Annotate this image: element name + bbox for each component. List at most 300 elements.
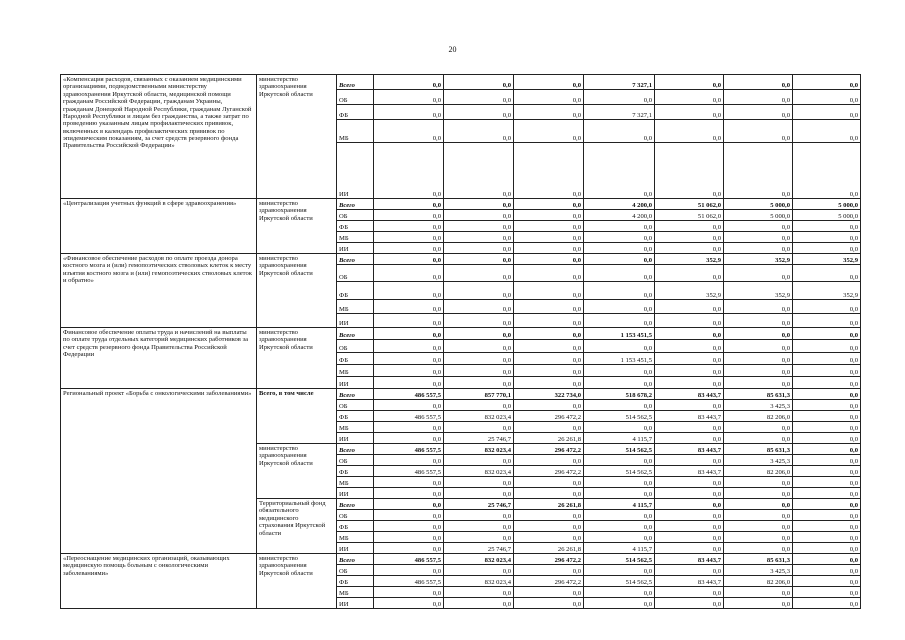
amount-cell: 0,0 [724, 265, 793, 282]
amount-cell: 0,0 [724, 365, 793, 377]
amount-cell: 0,0 [793, 243, 861, 254]
amount-cell: 0,0 [374, 543, 444, 554]
funding-source-cell: МБ [337, 120, 374, 143]
amount-cell: 83 443,7 [655, 389, 724, 400]
amount-cell: 0,0 [793, 499, 861, 510]
amount-cell: 832 023,4 [444, 554, 514, 565]
amount-cell: 25 746,7 [444, 543, 514, 554]
amount-cell: 0,0 [724, 300, 793, 314]
amount-cell: 5 000,0 [724, 210, 793, 221]
amount-cell: 0,0 [584, 232, 655, 243]
funding-source-cell: ИИ [337, 543, 374, 554]
amount-cell: 0,0 [444, 282, 514, 300]
amount-cell: 0,0 [655, 598, 724, 609]
amount-cell: 0,0 [374, 210, 444, 221]
amount-cell: 0,0 [514, 422, 584, 433]
amount-cell: 0,0 [584, 221, 655, 232]
amount-cell: 0,0 [584, 455, 655, 466]
amount-cell: 0,0 [584, 510, 655, 521]
amount-cell: 0,0 [655, 243, 724, 254]
amount-cell: 0,0 [444, 477, 514, 488]
amount-cell: 0,0 [584, 254, 655, 265]
amount-cell: 0,0 [724, 587, 793, 598]
amount-cell: 0,0 [584, 282, 655, 300]
amount-cell: 83 443,7 [655, 466, 724, 477]
executor-cell: министерство здравоохранения Иркутской области [257, 199, 337, 254]
funding-source-cell: Всего [337, 554, 374, 565]
amount-cell: 0,0 [514, 243, 584, 254]
amount-cell: 0,0 [514, 510, 584, 521]
amount-cell: 0,0 [724, 340, 793, 353]
amount-cell: 0,0 [514, 488, 584, 499]
funding-source-cell: ФБ [337, 576, 374, 587]
funding-source-cell: Всего [337, 328, 374, 340]
amount-cell: 0,0 [444, 400, 514, 411]
amount-cell: 0,0 [724, 510, 793, 521]
amount-cell: 0,0 [374, 433, 444, 444]
amount-cell: 0,0 [374, 477, 444, 488]
amount-cell: 0,0 [584, 488, 655, 499]
amount-cell: 0,0 [444, 488, 514, 499]
amount-cell: 0,0 [374, 300, 444, 314]
funding-source-cell: ИИ [337, 377, 374, 389]
amount-cell: 0,0 [724, 328, 793, 340]
amount-cell: 0,0 [444, 199, 514, 210]
measure-description: Региональный проект «Борьба с онкологическими заболеваниями» [61, 389, 257, 554]
amount-cell: 296 472,2 [514, 466, 584, 477]
executor-cell: министерство здравоохранения Иркутской области [257, 444, 337, 499]
amount-cell: 0,0 [793, 477, 861, 488]
amount-cell: 0,0 [655, 477, 724, 488]
amount-cell: 82 206,0 [724, 411, 793, 422]
amount-cell: 0,0 [514, 265, 584, 282]
table-row [61, 389, 861, 400]
amount-cell: 26 261,8 [514, 543, 584, 554]
executor-cell: министерство здравоохранения Иркутской области [257, 554, 337, 609]
amount-cell: 0,0 [374, 400, 444, 411]
amount-cell: 0,0 [655, 488, 724, 499]
funding-source-cell: Всего [337, 75, 374, 90]
amount-cell: 0,0 [793, 521, 861, 532]
amount-cell: 0,0 [514, 210, 584, 221]
amount-cell: 0,0 [374, 75, 444, 90]
amount-cell: 352,9 [655, 282, 724, 300]
amount-cell: 0,0 [793, 143, 861, 199]
amount-cell: 0,0 [793, 265, 861, 282]
amount-cell: 83 443,7 [655, 576, 724, 587]
amount-cell: 0,0 [514, 532, 584, 543]
amount-cell: 514 562,5 [584, 576, 655, 587]
amount-cell: 0,0 [655, 75, 724, 90]
amount-cell: 0,0 [514, 353, 584, 365]
amount-cell: 0,0 [584, 400, 655, 411]
amount-cell: 0,0 [374, 488, 444, 499]
amount-cell: 0,0 [444, 75, 514, 90]
amount-cell: 0,0 [655, 422, 724, 433]
amount-cell: 0,0 [793, 232, 861, 243]
amount-cell: 0,0 [374, 265, 444, 282]
amount-cell: 5 000,0 [793, 199, 861, 210]
amount-cell: 0,0 [444, 377, 514, 389]
amount-cell: 25 746,7 [444, 499, 514, 510]
amount-cell: 0,0 [655, 400, 724, 411]
funding-source-cell: Всего [337, 389, 374, 400]
amount-cell: 0,0 [724, 90, 793, 105]
amount-cell: 0,0 [514, 105, 584, 120]
amount-cell: 4 115,7 [584, 433, 655, 444]
amount-cell: 85 631,3 [724, 554, 793, 565]
amount-cell: 0,0 [374, 340, 444, 353]
funding-source-cell: МБ [337, 587, 374, 598]
amount-cell: 832 023,4 [444, 411, 514, 422]
amount-cell: 26 261,8 [514, 499, 584, 510]
funding-source-cell: Всего [337, 444, 374, 455]
amount-cell: 0,0 [584, 265, 655, 282]
amount-cell: 518 678,2 [584, 389, 655, 400]
amount-cell: 0,0 [724, 433, 793, 444]
amount-cell: 0,0 [514, 598, 584, 609]
amount-cell: 0,0 [584, 532, 655, 543]
amount-cell: 486 557,5 [374, 389, 444, 400]
amount-cell: 0,0 [584, 477, 655, 488]
amount-cell: 0,0 [374, 532, 444, 543]
amount-cell: 857 770,1 [444, 389, 514, 400]
amount-cell: 0,0 [724, 422, 793, 433]
amount-cell: 0,0 [724, 353, 793, 365]
amount-cell: 0,0 [374, 587, 444, 598]
amount-cell: 0,0 [724, 521, 793, 532]
amount-cell: 82 206,0 [724, 466, 793, 477]
amount-cell: 0,0 [724, 377, 793, 389]
amount-cell: 5 000,0 [793, 210, 861, 221]
amount-cell: 0,0 [724, 488, 793, 499]
amount-cell: 7 327,1 [584, 75, 655, 90]
amount-cell: 0,0 [444, 90, 514, 105]
amount-cell: 352,9 [793, 254, 861, 265]
funding-source-cell: ИИ [337, 433, 374, 444]
amount-cell: 0,0 [514, 521, 584, 532]
table-row [61, 199, 861, 210]
amount-cell: 0,0 [793, 488, 861, 499]
amount-cell: 0,0 [444, 221, 514, 232]
funding-source-cell: ФБ [337, 105, 374, 120]
amount-cell: 0,0 [374, 377, 444, 389]
budget-table-body [61, 75, 861, 609]
amount-cell: 0,0 [793, 105, 861, 120]
amount-cell: 83 443,7 [655, 554, 724, 565]
amount-cell: 0,0 [584, 120, 655, 143]
funding-source-cell: ОБ [337, 90, 374, 105]
amount-cell: 0,0 [655, 314, 724, 328]
amount-cell: 0,0 [724, 120, 793, 143]
amount-cell: 486 557,5 [374, 411, 444, 422]
amount-cell: 4 200,0 [584, 199, 655, 210]
amount-cell: 0,0 [514, 587, 584, 598]
amount-cell: 296 472,2 [514, 576, 584, 587]
amount-cell: 0,0 [444, 143, 514, 199]
amount-cell: 0,0 [444, 340, 514, 353]
amount-cell: 85 631,3 [724, 444, 793, 455]
amount-cell: 0,0 [584, 90, 655, 105]
amount-cell: 352,9 [793, 282, 861, 300]
amount-cell: 0,0 [655, 232, 724, 243]
amount-cell: 0,0 [514, 455, 584, 466]
funding-source-cell: ФБ [337, 353, 374, 365]
amount-cell: 0,0 [793, 433, 861, 444]
funding-source-cell: ОБ [337, 400, 374, 411]
amount-cell: 0,0 [793, 510, 861, 521]
amount-cell: 0,0 [793, 554, 861, 565]
amount-cell: 0,0 [444, 598, 514, 609]
amount-cell: 0,0 [374, 254, 444, 265]
amount-cell: 832 023,4 [444, 466, 514, 477]
amount-cell: 0,0 [514, 221, 584, 232]
amount-cell: 1 153 451,5 [584, 353, 655, 365]
amount-cell: 0,0 [444, 510, 514, 521]
amount-cell: 0,0 [793, 221, 861, 232]
amount-cell: 0,0 [514, 90, 584, 105]
amount-cell: 0,0 [724, 232, 793, 243]
funding-source-cell: ИИ [337, 243, 374, 254]
amount-cell: 0,0 [584, 565, 655, 576]
amount-cell: 0,0 [793, 314, 861, 328]
funding-source-cell: ОБ [337, 210, 374, 221]
amount-cell: 0,0 [793, 353, 861, 365]
amount-cell: 486 557,5 [374, 466, 444, 477]
funding-source-cell: ФБ [337, 411, 374, 422]
amount-cell: 0,0 [793, 422, 861, 433]
amount-cell: 82 206,0 [724, 576, 793, 587]
amount-cell: 296 472,2 [514, 554, 584, 565]
amount-cell: 0,0 [374, 90, 444, 105]
amount-cell: 0,0 [374, 422, 444, 433]
amount-cell: 25 746,7 [444, 433, 514, 444]
amount-cell: 0,0 [584, 143, 655, 199]
executor-cell: Территориальный фонд обязательного медицинского страхования Иркутской области [257, 499, 337, 554]
executor-cell: Всего, в том числе [257, 389, 337, 444]
funding-source-cell: ФБ [337, 521, 374, 532]
amount-cell: 352,9 [724, 282, 793, 300]
table-row [61, 328, 861, 340]
amount-cell: 0,0 [655, 543, 724, 554]
amount-cell: 4 200,0 [584, 210, 655, 221]
amount-cell: 0,0 [584, 587, 655, 598]
amount-cell: 0,0 [655, 265, 724, 282]
amount-cell: 0,0 [793, 565, 861, 576]
amount-cell: 0,0 [514, 565, 584, 576]
amount-cell: 0,0 [724, 314, 793, 328]
funding-source-cell: Всего [337, 254, 374, 265]
amount-cell: 514 562,5 [584, 411, 655, 422]
amount-cell: 832 023,4 [444, 444, 514, 455]
amount-cell: 0,0 [724, 598, 793, 609]
funding-source-cell: МБ [337, 300, 374, 314]
amount-cell: 0,0 [655, 300, 724, 314]
amount-cell: 0,0 [655, 328, 724, 340]
amount-cell: 0,0 [793, 328, 861, 340]
amount-cell: 0,0 [584, 340, 655, 353]
funding-source-cell: ОБ [337, 265, 374, 282]
amount-cell: 0,0 [444, 314, 514, 328]
amount-cell: 0,0 [584, 598, 655, 609]
funding-source-cell: ФБ [337, 221, 374, 232]
amount-cell: 0,0 [444, 521, 514, 532]
amount-cell: 0,0 [655, 340, 724, 353]
amount-cell: 0,0 [444, 120, 514, 143]
amount-cell: 0,0 [655, 565, 724, 576]
amount-cell: 0,0 [374, 314, 444, 328]
amount-cell: 0,0 [444, 422, 514, 433]
funding-source-cell: ФБ [337, 466, 374, 477]
amount-cell: 0,0 [514, 328, 584, 340]
funding-source-cell: МБ [337, 365, 374, 377]
amount-cell: 514 562,5 [584, 444, 655, 455]
amount-cell: 83 443,7 [655, 411, 724, 422]
amount-cell: 0,0 [655, 90, 724, 105]
amount-cell: 0,0 [374, 353, 444, 365]
amount-cell: 0,0 [793, 75, 861, 90]
amount-cell: 0,0 [514, 199, 584, 210]
table-row [61, 554, 861, 565]
amount-cell: 0,0 [584, 521, 655, 532]
amount-cell: 26 261,8 [514, 433, 584, 444]
amount-cell: 322 734,0 [514, 389, 584, 400]
amount-cell: 0,0 [444, 532, 514, 543]
funding-source-cell: ОБ [337, 340, 374, 353]
amount-cell: 51 062,0 [655, 210, 724, 221]
amount-cell: 0,0 [655, 221, 724, 232]
amount-cell: 0,0 [584, 314, 655, 328]
amount-cell: 0,0 [724, 532, 793, 543]
amount-cell: 0,0 [584, 377, 655, 389]
amount-cell: 0,0 [444, 210, 514, 221]
amount-cell: 85 631,3 [724, 389, 793, 400]
amount-cell: 0,0 [793, 365, 861, 377]
amount-cell: 0,0 [514, 75, 584, 90]
amount-cell: 514 562,5 [584, 554, 655, 565]
amount-cell: 0,0 [793, 411, 861, 422]
amount-cell: 0,0 [444, 353, 514, 365]
amount-cell: 0,0 [584, 422, 655, 433]
funding-source-cell: МБ [337, 422, 374, 433]
amount-cell: 0,0 [374, 598, 444, 609]
amount-cell: 0,0 [793, 587, 861, 598]
amount-cell: 0,0 [793, 400, 861, 411]
amount-cell: 0,0 [724, 499, 793, 510]
amount-cell: 0,0 [514, 314, 584, 328]
amount-cell: 0,0 [793, 120, 861, 143]
amount-cell: 0,0 [514, 254, 584, 265]
amount-cell: 0,0 [655, 521, 724, 532]
executor-cell: министерство здравоохранения Иркутской области [257, 328, 337, 389]
amount-cell: 296 472,2 [514, 411, 584, 422]
funding-source-cell: ИИ [337, 314, 374, 328]
amount-cell: 0,0 [793, 389, 861, 400]
funding-source-cell: ОБ [337, 455, 374, 466]
amount-cell: 0,0 [724, 221, 793, 232]
amount-cell: 0,0 [374, 521, 444, 532]
amount-cell: 0,0 [374, 221, 444, 232]
amount-cell: 0,0 [444, 587, 514, 598]
amount-cell: 0,0 [793, 377, 861, 389]
funding-source-cell: Всего [337, 199, 374, 210]
amount-cell: 0,0 [793, 444, 861, 455]
amount-cell: 0,0 [655, 499, 724, 510]
amount-cell: 0,0 [793, 455, 861, 466]
amount-cell: 3 425,3 [724, 400, 793, 411]
executor-cell: министерство здравоохранения Иркутской области [257, 75, 337, 199]
amount-cell: 3 425,3 [724, 565, 793, 576]
amount-cell: 7 327,1 [584, 105, 655, 120]
amount-cell: 0,0 [374, 565, 444, 576]
amount-cell: 0,0 [374, 499, 444, 510]
executor-cell: министерство здравоохранения Иркутской области [257, 254, 337, 328]
amount-cell: 0,0 [793, 576, 861, 587]
amount-cell: 0,0 [444, 265, 514, 282]
amount-cell: 0,0 [374, 243, 444, 254]
funding-source-cell: ОБ [337, 510, 374, 521]
table-row [61, 254, 861, 265]
amount-cell: 0,0 [655, 587, 724, 598]
amount-cell: 352,9 [655, 254, 724, 265]
amount-cell: 0,0 [444, 254, 514, 265]
amount-cell: 0,0 [444, 565, 514, 576]
table-row [61, 75, 861, 90]
amount-cell: 0,0 [514, 232, 584, 243]
measure-description: Финансовое обеспечение оплаты труда и начислений на выплаты по оплате труда отдельных категорий медицинских работников за счет средств резервного фонда Правительства Российской Федерации [61, 328, 257, 389]
amount-cell: 3 425,3 [724, 455, 793, 466]
amount-cell: 0,0 [374, 199, 444, 210]
amount-cell: 0,0 [444, 328, 514, 340]
budget-table [60, 74, 861, 609]
amount-cell: 0,0 [793, 543, 861, 554]
amount-cell: 0,0 [793, 532, 861, 543]
funding-source-cell: МБ [337, 532, 374, 543]
amount-cell: 0,0 [724, 143, 793, 199]
amount-cell: 0,0 [793, 300, 861, 314]
amount-cell: 296 472,2 [514, 444, 584, 455]
amount-cell: 0,0 [514, 340, 584, 353]
amount-cell: 0,0 [374, 143, 444, 199]
amount-cell: 0,0 [655, 365, 724, 377]
amount-cell: 0,0 [514, 400, 584, 411]
amount-cell: 0,0 [374, 232, 444, 243]
amount-cell: 0,0 [514, 300, 584, 314]
amount-cell: 0,0 [514, 365, 584, 377]
amount-cell: 0,0 [655, 377, 724, 389]
amount-cell: 0,0 [655, 532, 724, 543]
amount-cell: 0,0 [514, 477, 584, 488]
funding-source-cell: ФБ [337, 282, 374, 300]
amount-cell: 0,0 [655, 143, 724, 199]
amount-cell: 0,0 [655, 433, 724, 444]
amount-cell: 51 062,0 [655, 199, 724, 210]
amount-cell: 0,0 [724, 477, 793, 488]
measure-description: «Компенсация расходов, связанных с оказанием медицинскими организациями, подведомственными министерству здравоохранения Иркутской области, медицинской помощи гражданам Российской Федерации, гражданам Украины, гражданам Донецкой Народной Республики, гражданам Луганской Народной Республики и лицам без гражданства, а также затрат по проведению указанным лицам профилактических прививок, включенных в календарь профилактических прививок по эпидемическим показаниям, за счет средств резервного фонда Правительства Российской Федерации» [61, 75, 257, 199]
amount-cell: 0,0 [793, 90, 861, 105]
amount-cell: 0,0 [655, 120, 724, 143]
funding-source-cell: ИИ [337, 598, 374, 609]
funding-source-cell: МБ [337, 232, 374, 243]
amount-cell: 1 153 451,5 [584, 328, 655, 340]
amount-cell: 0,0 [374, 120, 444, 143]
amount-cell: 486 557,5 [374, 554, 444, 565]
amount-cell: 5 000,0 [724, 199, 793, 210]
amount-cell: 0,0 [655, 510, 724, 521]
amount-cell: 0,0 [793, 340, 861, 353]
amount-cell: 0,0 [374, 328, 444, 340]
amount-cell: 0,0 [655, 455, 724, 466]
